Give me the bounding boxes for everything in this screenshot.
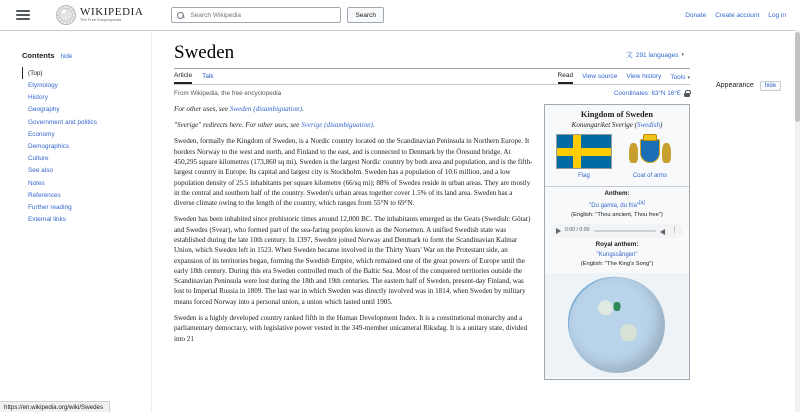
toc-list xyxy=(22,67,141,226)
sidebar-item-history[interactable]: History xyxy=(28,94,48,102)
sidebar-item-see-also[interactable]: See also xyxy=(28,167,53,175)
header-links xyxy=(685,12,790,19)
donate-link[interactable]: Donate xyxy=(685,11,707,19)
hatnote-2: "Sverige" redirects here. For other uses, see Sverige (disambiguation). xyxy=(174,121,375,130)
location-globe-image[interactable] xyxy=(545,273,689,377)
language-icon: 文 xyxy=(625,52,633,59)
tools-label: Tools xyxy=(670,74,686,82)
wikipedia-globe-icon xyxy=(56,5,76,25)
sidebar-item-etymology[interactable]: Etymology xyxy=(28,81,58,89)
create-account-link[interactable]: Create account xyxy=(715,11,760,19)
logo-text xyxy=(80,7,143,23)
article-content xyxy=(152,31,708,412)
logo-wordmark: WIKIPEDIA xyxy=(80,5,144,18)
sidebar-item-geography[interactable]: Geography xyxy=(28,106,60,114)
article-body xyxy=(174,104,690,344)
search-area xyxy=(171,7,384,23)
search-icon xyxy=(177,12,184,19)
search-box[interactable] xyxy=(171,7,341,23)
sidebar-item-economy[interactable]: Economy xyxy=(28,130,55,138)
sidebar-item-top[interactable]: (Top) xyxy=(22,67,141,79)
coa-shield xyxy=(640,139,660,163)
tab-article[interactable]: Article xyxy=(174,72,192,84)
page-scrollbar[interactable] xyxy=(795,30,800,412)
royal-anthem-name[interactable]: "Kungssången" xyxy=(596,251,638,258)
flag-caption[interactable]: Flag xyxy=(578,172,590,179)
article-paragraph-1: Sweden, formally the Kingdom of Sweden, is a Nordic country located on the Scandinavian Peninsula in Northern Europe. It borders Norway to the west and north, and Finland to the east, and is connected to Denmark by the Öresund bridge. At 450,295 square kilometres (173,860 sq mi), Sweden is the largest Nordic country by both area and population, and is the fifth-largest country in Europe. Its capital and largest city is Stockholm. Sweden has a population of 10.6 million, and a low population density of 25.5 inhabitants per square kilometre (66/sq mi); 88% of Swedes reside in urban areas. They are mostly in the central and southern half of the country. Sweden's urban areas together cover 1.5% of its land area. Sweden has a diverse climate owing to the length of the country, which ranges from 55°N to 69°N. xyxy=(174,137,533,208)
appearance-header xyxy=(716,81,792,91)
hamburger-bar xyxy=(16,14,30,15)
language-count-label: 291 languages xyxy=(635,51,679,59)
coordinates-label: Coordinates: 63°N 16°E xyxy=(614,89,681,97)
title-divider xyxy=(174,68,690,69)
chevron-down-icon: ▾ xyxy=(681,52,684,58)
hatnote-1-prefix: For other uses, see xyxy=(174,104,230,113)
anthem-english: (English: "Thou ancient, Thou free") xyxy=(571,212,663,219)
chevron-down-icon: ▾ xyxy=(687,74,690,81)
infobox-country xyxy=(544,104,690,380)
wikipedia-logo[interactable] xyxy=(56,5,143,25)
infobox-title: Kingdom of Sweden xyxy=(580,109,654,119)
hatnote-1: For other uses, see Sweden (disambiguation). xyxy=(174,104,304,113)
anthem-audio-player[interactable] xyxy=(551,224,683,238)
royal-anthem-english: (English: "The King's Song") xyxy=(580,261,654,268)
infobox-native-lang: (Swedish) xyxy=(634,120,663,129)
article-tabs xyxy=(174,72,690,84)
infobox-flag-cell xyxy=(551,134,617,181)
appearance-title: Appearance xyxy=(716,82,754,89)
coordinates[interactable] xyxy=(614,90,690,97)
coa-lion-right xyxy=(662,143,671,163)
main-menu-icon[interactable] xyxy=(16,8,30,22)
scrollbar-thumb[interactable] xyxy=(795,32,800,122)
tab-view-history[interactable]: View history xyxy=(626,72,662,80)
toc-title: Contents xyxy=(22,51,55,60)
more-options-icon[interactable]: ⋮ xyxy=(671,227,678,235)
status-bar-url: https://en.wikipedia.org/wiki/Swedes xyxy=(0,401,110,412)
infobox-anthem-section xyxy=(545,186,689,269)
page-title: Sweden xyxy=(174,42,235,63)
site-header xyxy=(0,0,800,30)
swedish-language-link[interactable]: Swedish xyxy=(637,120,660,129)
royal-anthem-label: Royal anthem: xyxy=(595,240,639,248)
hamburger-bar xyxy=(16,18,30,19)
login-link[interactable]: Log in xyxy=(768,11,786,19)
article-subtitle-row xyxy=(174,90,690,97)
infobox-symbols-row xyxy=(545,134,689,181)
sweden-highlight xyxy=(614,302,621,311)
appearance-hide-button[interactable]: hide xyxy=(760,81,781,91)
tab-talk[interactable]: Talk xyxy=(202,72,214,80)
toc-hide-button[interactable]: hide xyxy=(60,53,73,60)
anthem-name-text: "Du gamla, du fria" xyxy=(589,202,640,209)
sidebar-item-government-and-politics[interactable]: Government and politics xyxy=(28,118,97,126)
sidebar-item-notes[interactable]: Notes xyxy=(28,179,45,187)
anthem-footnote-ref[interactable]: [a] xyxy=(639,199,645,206)
hatnote-1-link[interactable]: Sweden (disambiguation) xyxy=(229,104,303,113)
play-icon[interactable] xyxy=(556,228,561,234)
title-row xyxy=(174,43,690,64)
infobox-native-label: Konungariket Sverige xyxy=(571,120,633,129)
logo-tagline: The Free Encyclopedia xyxy=(80,18,122,23)
sidebar-item-culture[interactable]: Culture xyxy=(28,155,49,163)
coa-lion-left xyxy=(629,143,638,163)
coat-of-arms-caption[interactable]: Coat of arms xyxy=(632,172,668,179)
toc-header xyxy=(22,51,141,60)
article-paragraph-2: Sweden has been inhabited since prehistoric times around 12,000 BC. The inhabitants emerged as the Geats (Swedish: Götar) and Swedes (Svear), who formed part of the sea-faring peoples known as the Norsemen. A unified Swedish state was established during the late 10th century. In 1397, Sweden joined Norway and Denmark to form the Scandinavian Kalmar Union, which Sweden left in 1523. When Sweden became involved in the Thirty Years' War on the Protestant side, an expansion of its territories began, forming the Swedish Empire, which remained one of the great powers of Europe until the early 18th century. During this era Sweden controlled much of the Baltic Sea. Most of the conquered territories outside the Scandinavian Peninsula were lost during the 18th and 19th centuries. The eastern half of Sweden, present-day Finland, was lost to Imperial Russia in 1809. The last war in which Sweden was directly involved was in 1814, when Sweden by military means forced Norway into a personal union, a union which lasted until 1905. xyxy=(174,215,531,306)
sidebar-item-external-links[interactable]: External links xyxy=(28,216,67,224)
anthem-label: Anthem: xyxy=(604,189,630,197)
hamburger-bar xyxy=(16,10,30,11)
audio-progress-bar[interactable] xyxy=(594,230,656,232)
volume-icon[interactable] xyxy=(660,227,667,234)
infobox-coa-cell xyxy=(617,134,683,181)
infobox-native-name xyxy=(545,121,689,134)
search-button[interactable]: Search xyxy=(347,7,384,23)
tabs-divider xyxy=(174,84,690,85)
audio-time-label: 0:00 / 0:00 xyxy=(565,226,590,233)
language-selector-button[interactable] xyxy=(620,47,690,63)
table-of-contents xyxy=(0,31,152,412)
anthem-name[interactable] xyxy=(545,200,689,211)
page-body xyxy=(0,31,800,412)
hatnote-2-prefix: "Sverige" redirects here. For other uses, see xyxy=(174,121,302,130)
tab-view-source[interactable]: View source xyxy=(582,72,618,80)
search-input[interactable] xyxy=(188,11,335,20)
lock-icon xyxy=(684,90,690,97)
article-view-tabs xyxy=(558,72,690,84)
sidebar-item-further-reading[interactable]: Further reading xyxy=(28,204,72,212)
from-wikipedia-label: From Wikipedia, the free encyclopedia xyxy=(174,89,282,97)
coat-of-arms-image[interactable] xyxy=(629,134,671,169)
tab-read[interactable]: Read xyxy=(558,72,574,84)
hatnote-2-link[interactable]: Sverige (disambiguation) xyxy=(301,121,374,130)
sidebar-item-demographics[interactable]: Demographics xyxy=(28,143,70,150)
tools-menu-button[interactable] xyxy=(670,74,690,81)
sidebar-item-references[interactable]: References xyxy=(28,191,61,199)
article-paragraph-3: Sweden is a highly developed country ranked fifth in the Human Development Index. It is a constitutional monarchy and a parliamentary democracy, with legislative power vested in the 349-member unicameral Riksdag. It is a unitary state, divided into 21 xyxy=(174,313,528,343)
globe-disc xyxy=(569,277,665,373)
appearance-panel xyxy=(708,31,800,412)
coa-crown xyxy=(643,134,657,141)
sweden-flag-image[interactable] xyxy=(556,134,612,169)
